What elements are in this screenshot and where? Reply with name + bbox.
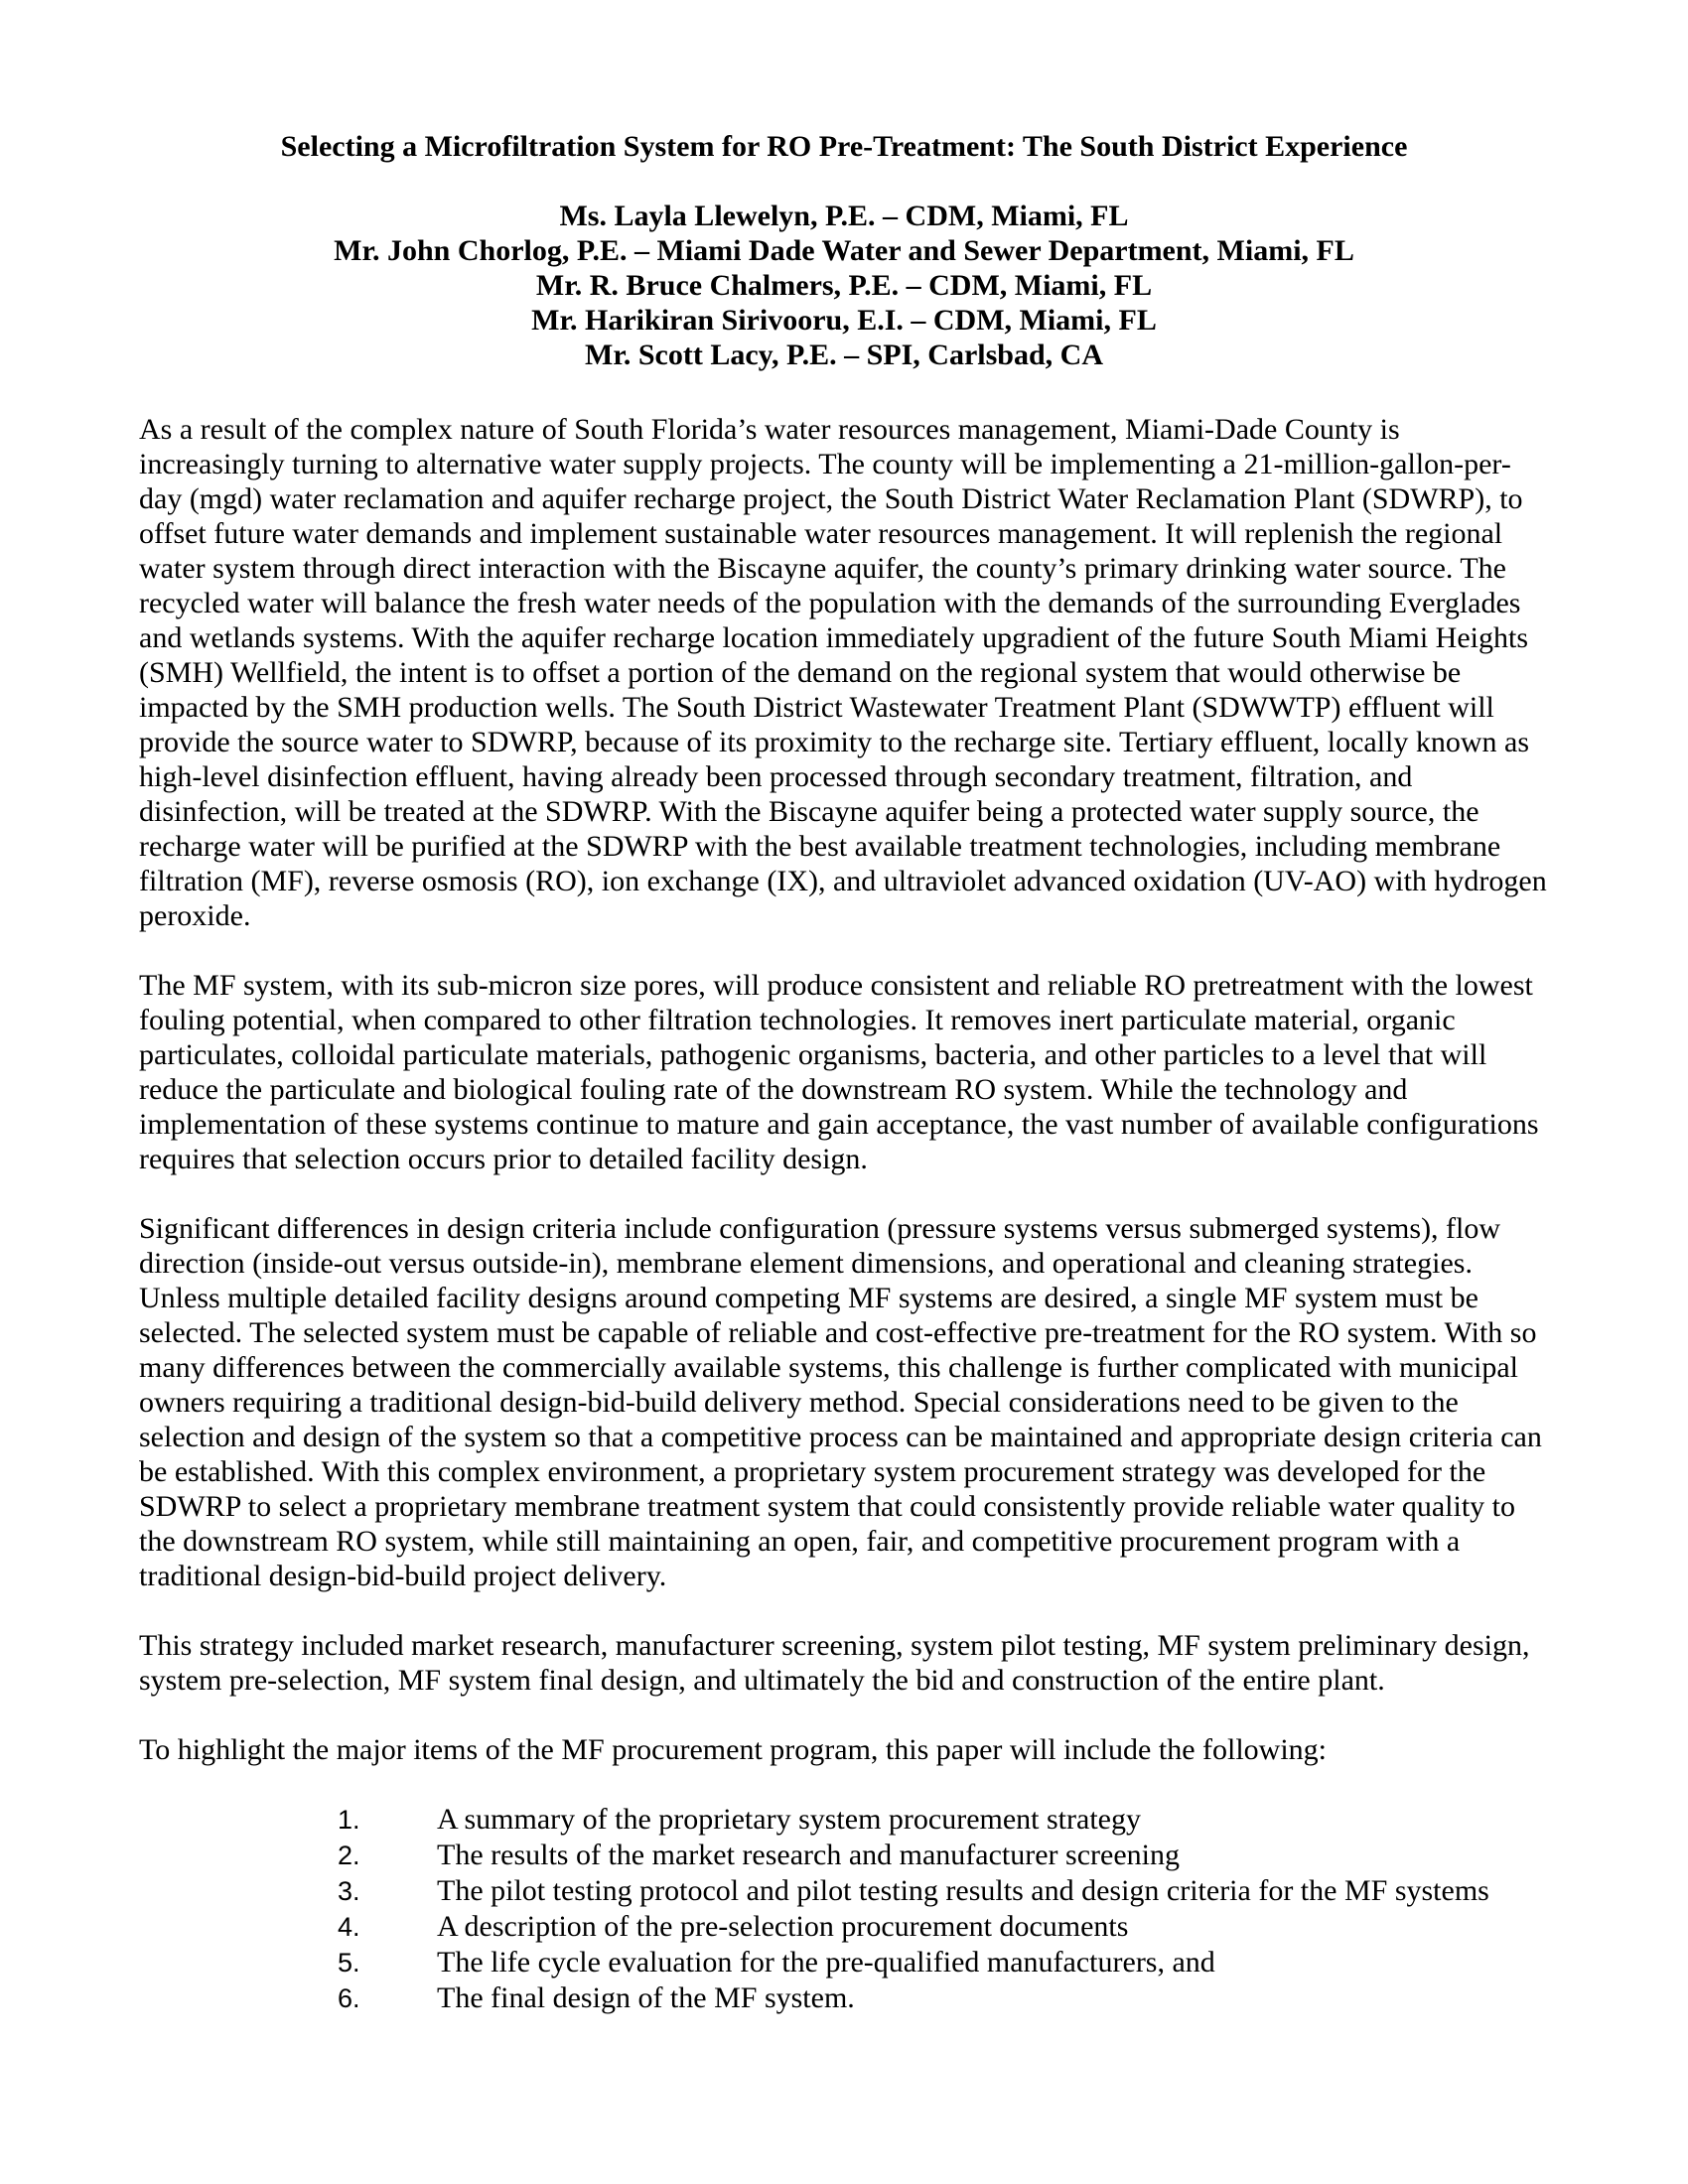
author-line: Mr. R. Bruce Chalmers, P.E. – CDM, Miami, FL (535, 269, 1153, 302)
author-block (139, 199, 1549, 372)
list-item-2 (139, 1838, 1549, 1873)
list-item-number: 6. (338, 1983, 360, 2013)
list-item-number: 3. (338, 1876, 360, 1906)
list-item-number: 1. (338, 1805, 360, 1835)
body-paragraph-4: This strategy included market research, manufacturer screening, system pilot testing, MF system preliminary design, system pre-selection, MF system final design, and ultimately the bid and construction of the entire plant. (139, 1629, 1530, 1697)
paper-body (139, 412, 1549, 1767)
list-item-1 (139, 1802, 1549, 1838)
author-line: Mr. John Chorlog, P.E. – Miami Dade Water and Sewer Department, Miami, FL (334, 234, 1354, 267)
list-item-number: 4. (338, 1912, 360, 1942)
body-paragraph-5: To highlight the major items of the MF procurement program, this paper will include the following: (139, 1733, 1328, 1766)
body-paragraph-2: The MF system, with its sub-micron size pores, will produce consistent and reliable RO pretreatment with the lowest fouling potential, when compared to other filtration technologies. It removes inert particulate material, organic particulates, colloidal particulate materials, pathogenic organisms, bacteria, and other particles to a level that will reduce the particulate and biological fouling rate of the downstream RO system. While the technology and implementation of these systems continue to mature and gain acceptance, the vast number of available configurations requires that selection occurs prior to detailed facility design. (139, 969, 1539, 1175)
list-item-text: The results of the market research and manufacturer screening (437, 1839, 1180, 1871)
author-line: Mr. Scott Lacy, P.E. – SPI, Carlsbad, CA (585, 339, 1103, 371)
list-item-text: The final design of the MF system. (437, 1981, 855, 2014)
list-item-number: 2. (338, 1841, 360, 1870)
list-item-3 (139, 1873, 1549, 1909)
body-paragraph-1: As a result of the complex nature of South Florida’s water resources management, Miami-Dade County is increasingly turning to alternative water supply projects. The county will be implementing a 21-million-gallon-per-day (mgd) water reclamation and aquifer recharge project, the South District Water Reclamation Plant (SDWRP), to offset future water demands and implement sustainable water resources management. It will replenish the regional water system through direct interaction with the Biscayne aquifer, the county’s primary drinking water source. The recycled water will balance the fresh water needs of the population with the demands of the surrounding Everglades and wetlands systems. With the aquifer recharge location immediately upgradient of the future South Miami Heights (SMH) Wellfield, the intent is to offset a portion of the demand on the regional system that would otherwise be impacted by the SMH production wells. The South District Wastewater Treatment Plant (SDWWTP) effluent will provide the source water to SDWRP, because of its proximity to the recharge site. Tertiary effluent, locally known as high-level disinfection effluent, having already been processed through secondary treatment, filtration, and disinfection, will be treated at the SDWRP. With the Biscayne aquifer being a protected water supply source, the recharge water will be purified at the SDWRP with the best available treatment technologies, including membrane filtration (MF), reverse osmosis (RO), ion exchange (IX), and ultraviolet advanced oxidation (UV-AO) with hydrogen peroxide. (139, 413, 1547, 932)
author-line: Ms. Layla Llewelyn, P.E. – CDM, Miami, FL (559, 200, 1129, 232)
author-line: Mr. Harikiran Sirivooru, E.I. – CDM, Miami, FL (531, 304, 1157, 337)
list-item-number: 5. (338, 1948, 360, 1978)
list-item-6 (139, 1980, 1549, 2016)
numbered-list (139, 1802, 1549, 2016)
list-item-text: A summary of the proprietary system procurement strategy (437, 1803, 1141, 1836)
list-item-text: The pilot testing protocol and pilot testing results and design criteria for the MF systems (437, 1874, 1489, 1907)
list-item-4 (139, 1909, 1549, 1945)
body-paragraph-3: Significant differences in design criteria include configuration (pressure systems versus submerged systems), flow direction (inside-out versus outside-in), membrane element dimensions, and operational and cleaning strategies. Unless multiple detailed facility designs around competing MF systems are desired, a single MF system must be selected. The selected system must be capable of reliable and cost-effective pre-treatment for the RO system. With so many differences between the commercially available systems, this challenge is further complicated with municipal owners requiring a traditional design-bid-build delivery method. Special considerations need to be given to the selection and design of the system so that a competitive process can be maintained and appropriate design criteria can be established. With this complex environment, a proprietary system procurement strategy was developed for the SDWRP to select a proprietary membrane treatment system that could consistently provide reliable water quality to the downstream RO system, while still maintaining an open, fair, and competitive procurement program with a traditional design-bid-build project delivery. (139, 1212, 1542, 1592)
list-item-text: A description of the pre-selection procurement documents (437, 1910, 1129, 1943)
list-item-text: The life cycle evaluation for the pre-qualified manufacturers, and (437, 1946, 1215, 1979)
list-item-5 (139, 1945, 1549, 1980)
paper-title: Selecting a Microfiltration System for RO Pre-Treatment: The South District Experience (280, 130, 1408, 163)
